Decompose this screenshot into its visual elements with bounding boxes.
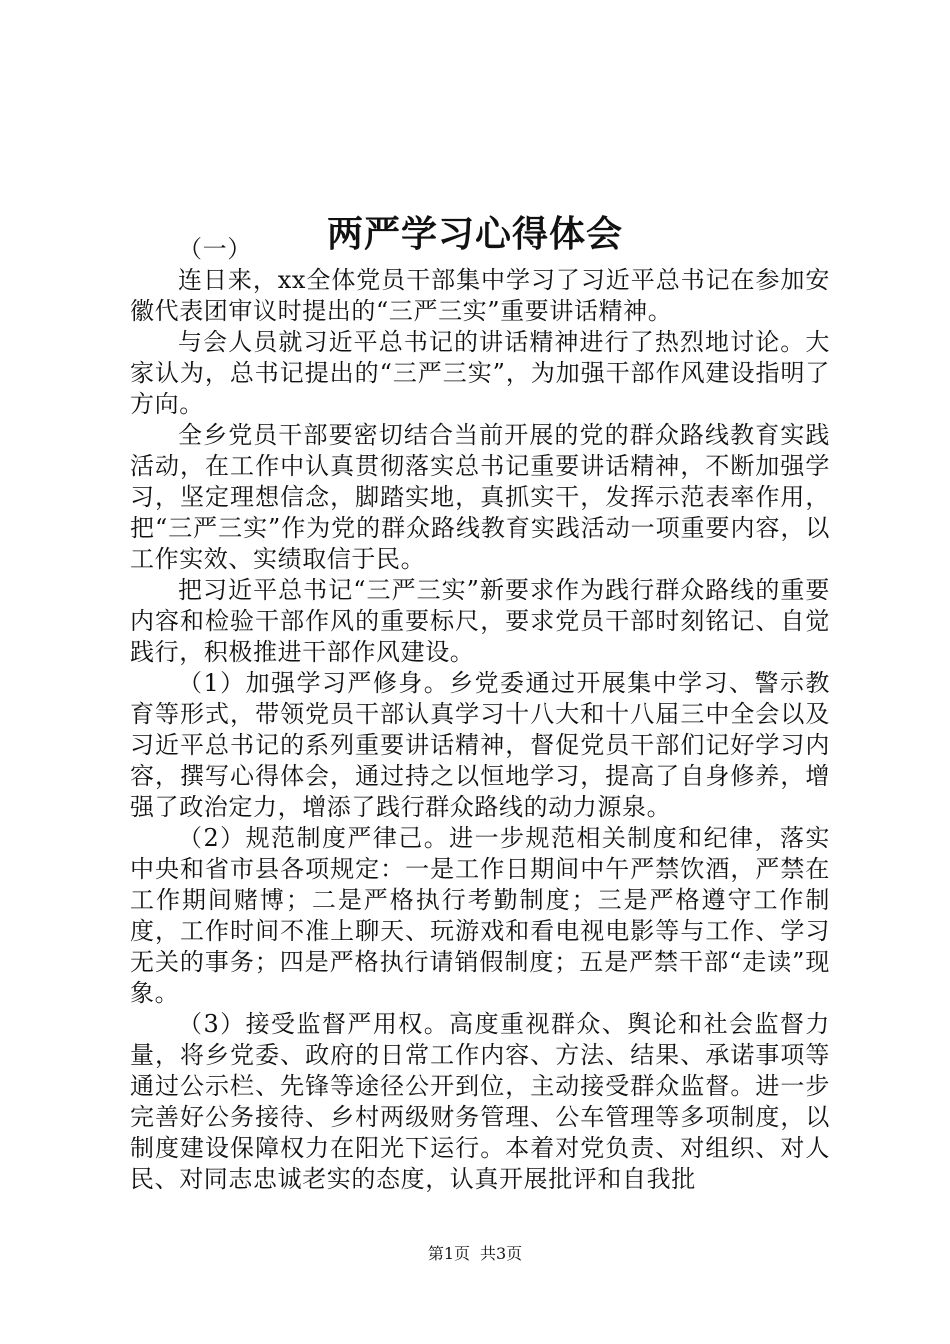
document-title: 两严学习心得体会 <box>326 213 623 256</box>
paragraph: 连日来，xx全体党员干部集中学习了习近平总书记在参加安徽代表团审议时提出的“三严三实”重要讲话精神。 <box>130 266 830 325</box>
paragraph: 把习近平总书记“三严三实”新要求作为践行群众路线的重要内容和检验干部作风的重要标尺，要求党员干部时刻铭记、自觉践行，积极推进干部作风建设。 <box>130 576 830 666</box>
page-total: 共3页 <box>480 1244 523 1263</box>
section-heading: （一） <box>178 235 252 263</box>
paragraph: （1）加强学习严修身。乡党委通过开展集中学习、警示教育等形式，带领党员干部认真学习十八大和十八届三中全会以及习近平总书记的系列重要讲话精神，督促党员干部们记好学习内容，撰写心得体会，通过持之以恒地学习，提高了自身修养，增强了政治定力，增添了践行群众路线的动力源泉。 <box>130 669 830 821</box>
paragraph: 全乡党员干部要密切结合当前开展的党的群众路线教育实践活动，在工作中认真贯彻落实总书记重要讲话精神，不断加强学习，坚定理想信念，脚踏实地，真抓实干，发挥示范表率作用，把“三严三实”作为党的群众路线教育实践活动一项重要内容，以工作实效、实绩取信于民。 <box>130 421 830 573</box>
paragraph: 与会人员就习近平总书记的讲话精神进行了热烈地讨论。大家认为，总书记提出的“三严三实”，为加强干部作风建设指明了方向。 <box>130 328 830 418</box>
paragraph: （3）接受监督严用权。高度重视群众、舆论和社会监督力量，将乡党委、政府的日常工作内容、方法、结果、承诺事项等通过公示栏、先锋等途径公开到位，主动接受群众监督。进一步完善好公务接待、乡村两级财务管理、公车管理等多项制度，以制度建设保障权力在阳光下运行。本着对党负责、对组织、对人民、对同志忠诚老实的态度，认真开展批评和自我批 <box>130 1010 830 1193</box>
paragraph: （2）规范制度严律己。进一步规范相关制度和纪律，落实中央和省市县各项规定：一是工作日期间中午严禁饮酒，严禁在工作期间赌博；二是严格执行考勤制度；三是严格遵守工作制度，工作时间不准上聊天、玩游戏和看电视电影等与工作、学习无关的事务；四是严格执行请销假制度；五是严禁干部“走读”现象。 <box>130 824 830 1007</box>
page-footer <box>0 1243 950 1265</box>
page-number: 第1页 <box>427 1244 470 1263</box>
document-body <box>130 234 830 1195</box>
